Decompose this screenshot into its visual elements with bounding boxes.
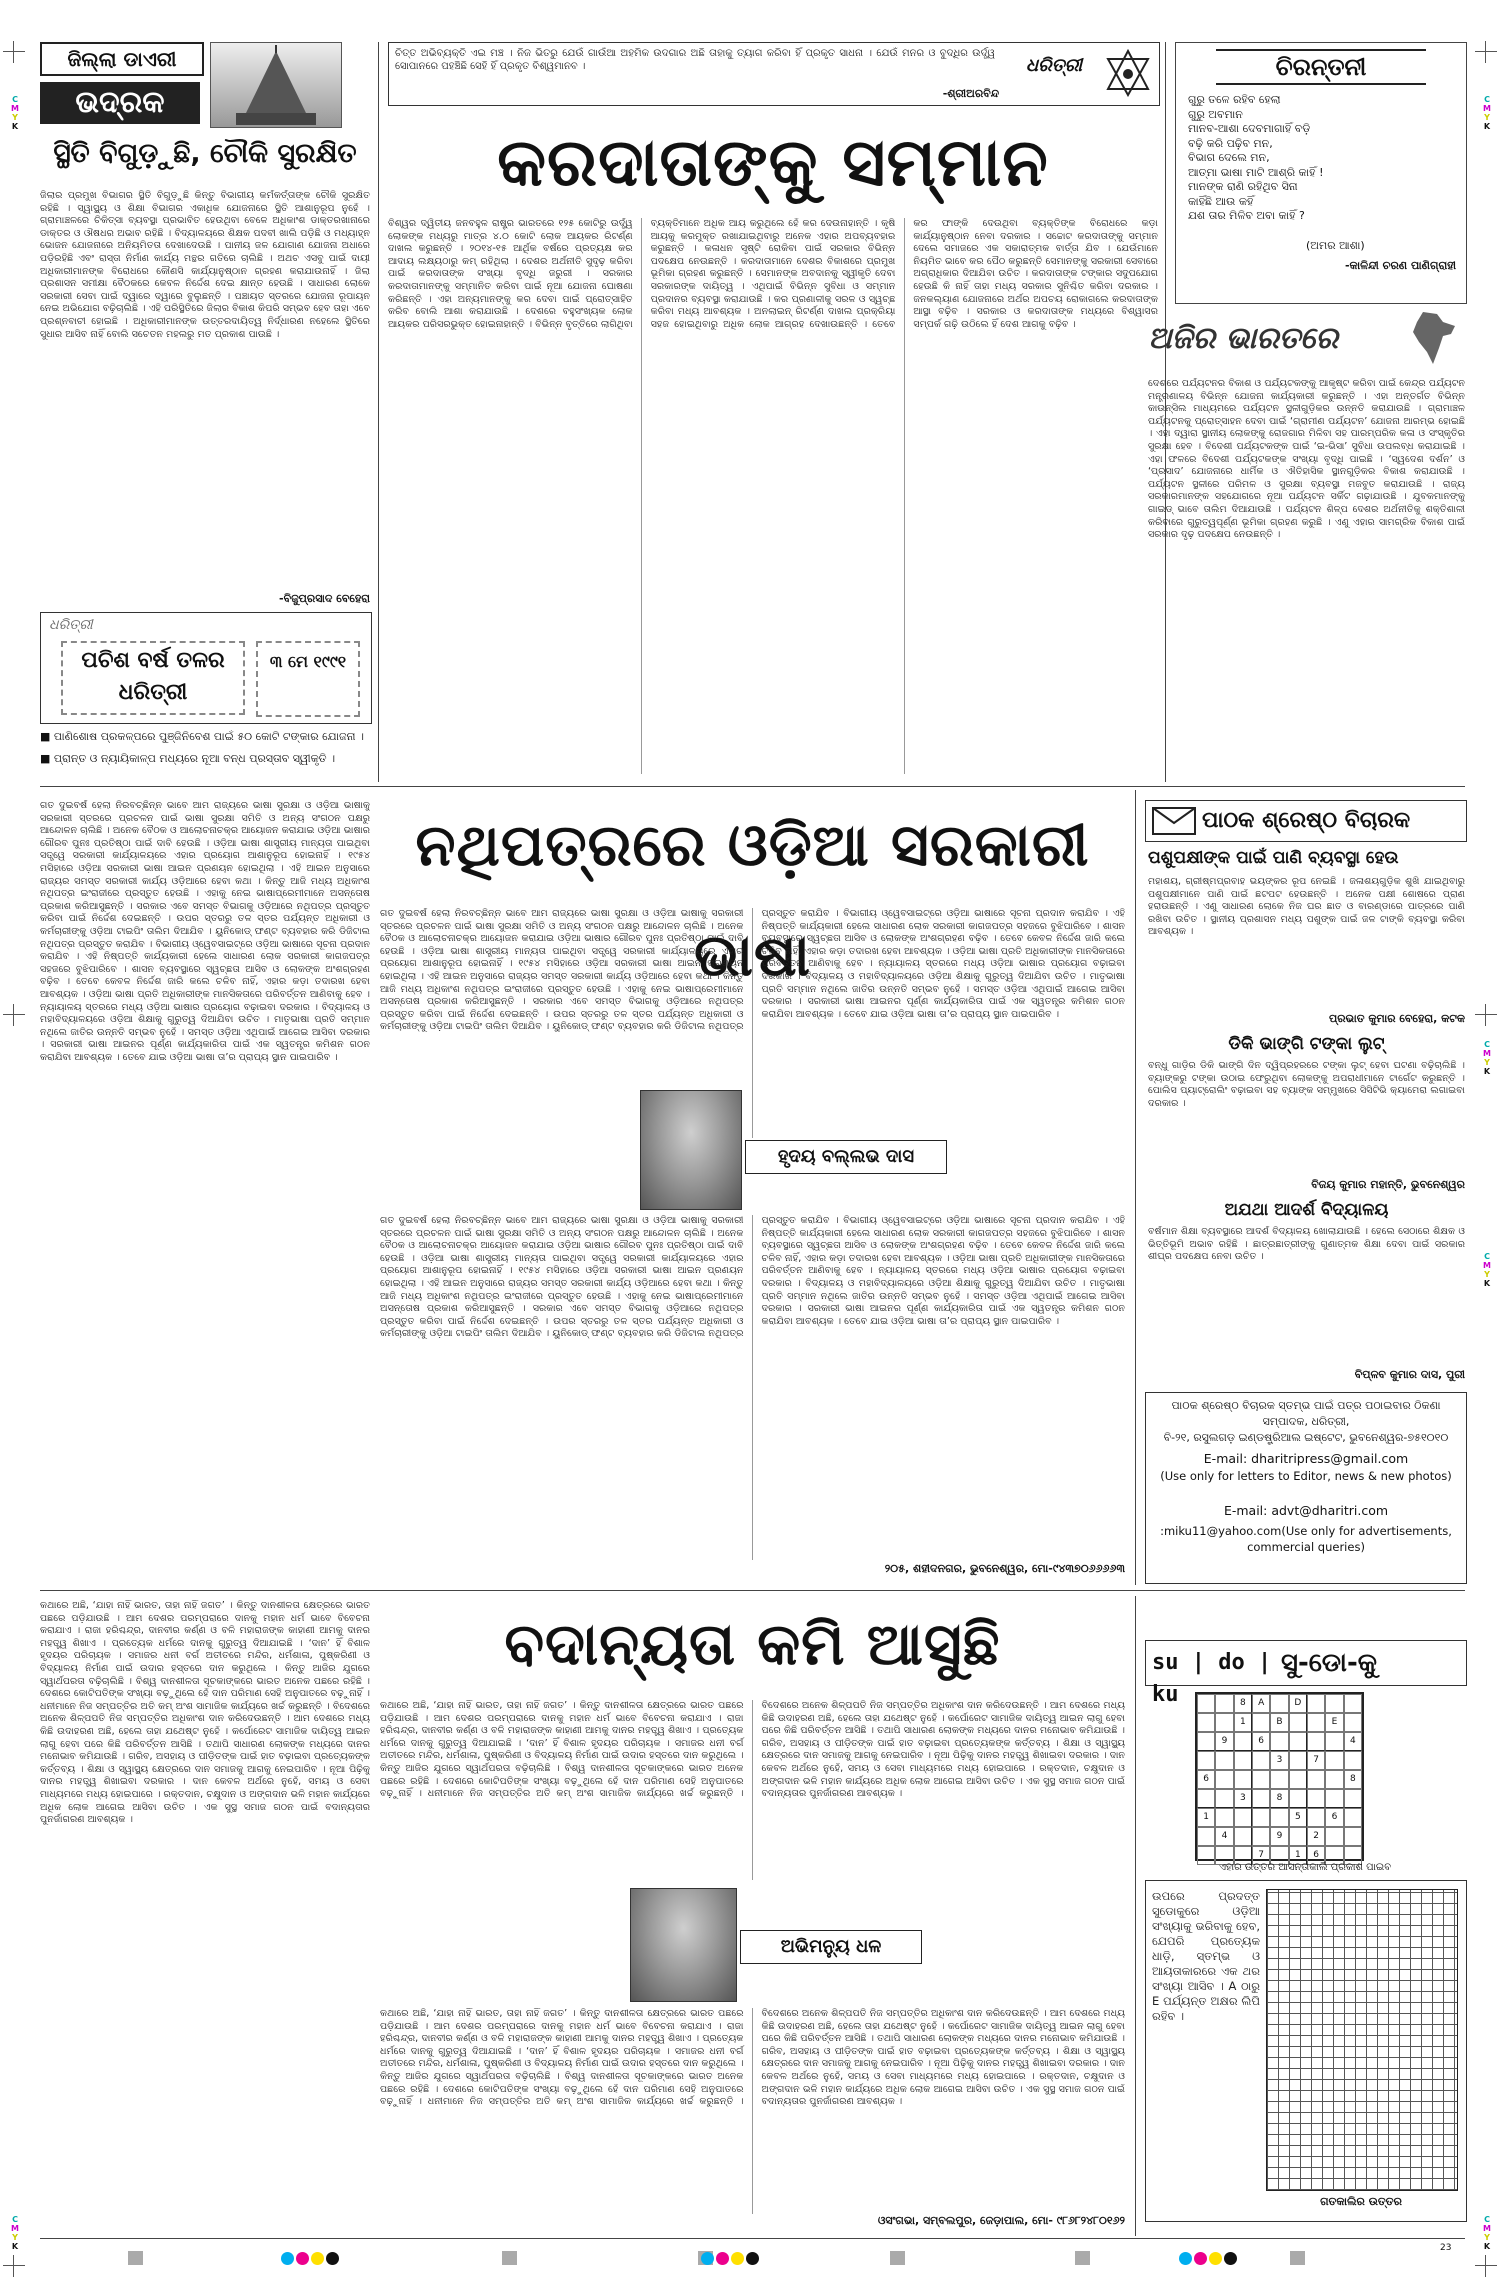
solution-label: ଗତକାଲିର ଉତ୍ତର [1320,2195,1402,2208]
ajira-bharat-body: ଦେଶରେ ପର୍ଯ୍ୟଟନର ବିକାଶ ଓ ପର୍ଯ୍ୟଟକଙ୍କୁ ଆକୃଷ୍ଟ କରିବା ପାଇଁ କେନ୍ଦ୍ର ପର୍ଯ୍ୟଟନ ମନ୍ତ୍ରଣାଳୟ ବିଭିନ୍ନ ଯୋଜନା କାର୍ଯ୍ୟକାରୀ କରୁଛନ୍ତି । ଏହା ଅନ୍ତର୍ଗତ ବିଭିନ୍ନ କାଉନ୍ସିଲ ମାଧ୍ୟମରେ ପର୍ଯ୍ୟଟନ ସ୍ଥଳୀଗୁଡ଼ିକର ଉନ୍ନତି କରାଯାଉଛି । ଗ୍ରାମାଞ୍ଚଳ ପର୍ଯ୍ୟଟନକୁ ପ୍ରୋତ୍ସାହନ ଦେବା ପାଇଁ ‘ଗ୍ରାମୀଣ ପର୍ଯ୍ୟଟନ’ ଯୋଜନା ଆରମ୍ଭ ହୋଇଛି । ଏହା ଦ୍ୱାରା ସ୍ଥାନୀୟ ଲୋକଙ୍କୁ ରୋଜଗାର ମିଳିବା ସହ ପାରମ୍ପରିକ କଳା ଓ ସଂସ୍କୃତିର ସୁରକ୍ଷା ହେବ । ବିଦେଶୀ ପର୍ଯ୍ୟଟକଙ୍କ ପାଇଁ ‘ଇ-ଭିସା’ ସୁବିଧା ଉପଲବ୍ଧ କରାଯାଇଛି । ଏହା ଫଳରେ ବିଦେଶୀ ପର୍ଯ୍ୟଟକଙ୍କ ସଂଖ୍ୟା ବୃଦ୍ଧି ପାଇଛି । ‘ସ୍ୱଦେଶ ଦର୍ଶନ’ ଓ ‘ପ୍ରସାଦ’ ଯୋଜନାରେ ଧାର୍ମିକ ଓ ଐତିହାସିକ ସ୍ଥାନଗୁଡ଼ିକର ବିକାଶ କରାଯାଉଛି । ପର୍ଯ୍ୟଟନ ସ୍ଥଳୀରେ ପରିମଳ ଓ ସୁରକ୍ଷା ବ୍ୟବସ୍ଥା ମଜବୁତ କରାଯାଉଛି । ରାଜ୍ୟ ସରକାରମାନଙ୍କ ସହଯୋଗରେ ନୂଆ ପର୍ଯ୍ୟଟନ ସର୍କିଟ ଗଢ଼ାଯାଉଛି । ଯୁବକମାନଙ୍କୁ ଗାଇଡ୍ ଭାବେ ତାଲିମ ଦିଆଯାଉଛି । ପର୍ଯ୍ୟଟନ ଶିଳ୍ପ ଦେଶର ଅର୍ଥନୀତିକୁ ଶକ୍ତିଶାଳୀ କରିବାରେ ଗୁରୁତ୍ୱପୂର୍ଣ୍ଣ ଭୂମିକା ଗ୍ରହଣ କରୁଛି । ଏଣୁ ଏହାର ସାମଗ୍ରିକ ବିକାଶ ପାଇଁ ସରକାର ଦୃଢ଼ ପଦକ୍ଷେପ ନେଉଛନ୍ତି । [1148,378,1465,541]
district-name: ଭଦ୍ରକ [40,82,200,124]
editorial-headline: କରଦାତାଙ୍କୁ ସମ୍ମାନ [497,124,1049,201]
sudoku-cell[interactable] [1215,1713,1233,1732]
sudoku-cell[interactable] [1234,1770,1252,1789]
poem-line: ଗୁରୁ ଅବମାନ [1188,107,1243,121]
chirantani-poem [1188,93,1458,224]
sudoku-cell[interactable] [1215,1694,1233,1713]
letter-body: ବନ୍ଧୁ ଗାଡ଼ିର ଡିକି ଭାଙ୍ଗି ଦିନ ଦ୍ୱିପ୍ରହରରେ ଟଙ୍କା ଲୁଟ୍ ହେବା ଘଟଣା ବଢ଼ିଚାଲିଛି । ବ୍ୟାଙ୍କରୁ ଟଙ୍କା ଉଠାଇ ଫେରୁଥିବା ଲୋକଙ୍କୁ ଅପରାଧୀମାନେ ଟାର୍ଗେଟ କରୁଛନ୍ତି । ପୋଲିସ ପ୍ୟାଟ୍ରୋଲିଂ ବଢ଼ାଇବା ସହ ବ୍ୟାଙ୍କ ସମ୍ମୁଖରେ ସିସିଟିଭି କ୍ୟାମେରା ଲଗାଇବା ଦରକାର । [1148,1060,1465,1109]
cmyk-mark: C M Y K [1483,1252,1491,1288]
poem-source: (ଅମର ଆଶା) [1306,239,1365,252]
sudoku-cell[interactable]: 7 [1307,1751,1325,1770]
sudoku-cell[interactable]: 3 [1234,1789,1252,1808]
letter-signature: ବିପ୍ଳବ କୁମାର ଦାସ, ପୁରୀ [1354,1368,1465,1381]
sudoku-cell[interactable] [1307,1694,1325,1713]
previous-solution-grid [1266,1889,1458,2191]
poem-line: ମାନବ-ଆଶା ଦେବମାଗାହିଁ ବଡ଼ି [1188,122,1311,135]
years-ago-title: ପଚିଶ ବର୍ଷ ତଳର ଧରିତ୍ରୀ [61,641,245,715]
district-article-body: ଜିଲାର ପ୍ରମୁଖ ବିଭାଗର ସ୍ଥିତି ବିଗୁଡ଼ୁଛି କିନ୍ତୁ ବିଭାଗୀୟ କର୍ମକର୍ତ୍ତାଙ୍କ ଚୌକି ସୁରକ୍ଷିତ ରହିଛି । ସ୍ୱାସ୍ଥ୍ୟ ଓ ଶିକ୍ଷା ବିଭାଗର ଏକାଧିକ ଯୋଜନାରେ ସ୍ଥିତି ଆଶାନୁରୂପ ନୁହେଁ । ଗ୍ରାମାଞ୍ଚଳରେ ଚିକିତ୍ସା ବ୍ୟବସ୍ଥା ପ୍ରଭାବିତ ହେଉଥିବା ବେଳେ ଅଧିକାଂଶ ଡାକ୍ତରଖାନାରେ ଡାକ୍ତର ଓ ଔଷଧର ଅଭାବ ରହିଛି । ବିଦ୍ୟାଳୟରେ ଶିକ୍ଷକ ପଦବୀ ଖାଲି ପଡ଼ିଛି ଓ ମଧ୍ୟାହ୍ନ ଭୋଜନ ଯୋଜନାରେ ଅନିୟମିତତା ଦେଖାଦେଉଛି । ପାନୀୟ ଜଳ ଯୋଗାଣ ଯୋଜନା ଅଧାରେ ପଡ଼ିରହିଛି ଏବଂ ରାସ୍ତା ନିର୍ମାଣ କାର୍ଯ୍ୟ ମନ୍ଥର ଗତିରେ ଚାଲିଛି । ଅଥଚ ଏସବୁ ପାଇଁ ଦାୟୀ ଅଧିକାରୀମାନଙ୍କ ବିରୋଧରେ କୌଣସି କାର୍ଯ୍ୟାନୁଷ୍ଠାନ ଗ୍ରହଣ କରାଯାଉନାହିଁ । ଜିଲା ପ୍ରଶାସନ ସମୀକ୍ଷା ବୈଠକରେ କେବଳ ନିର୍ଦ୍ଦେଶ ଦେଇ କ୍ଷାନ୍ତ ହେଉଛି । ସାଧାରଣ ଲୋକେ ସରକାରୀ ସେବା ପାଇଁ ଦ୍ୱାରେ ଦ୍ୱାରେ ବୁଲୁଛନ୍ତି । ପଞ୍ଚାୟତ ସ୍ତରରେ ଯୋଜନା ରୂପାୟନ ନେଇ ଅଭିଯୋଗ ବଢ଼ିଚାଲିଛି । ଏହି ପରିସ୍ଥିତିରେ ଜିଲାର ବିକାଶ କିପରି ସମ୍ଭବ ହେବ ତାହା ଏବେ ପ୍ରଶ୍ନବାଚୀ ହୋଇଛି । ଅଧିକାରୀମାନଙ୍କ ଉତ୍ତରଦାୟିତ୍ୱ ନିର୍ଦ୍ଧାରଣ ନହେଲେ ସ୍ଥିତିରେ ସୁଧାର ଆସିବ ନାହିଁ ବୋଲି ସଚେତନ ମହଲରୁ ମତ ପ୍ରକାଶ ପାଉଛି । [40,190,370,340]
temple-icon [211,43,341,127]
contact-email-note: (Use only for letters to Editor, news & new photos) [1160,1469,1452,1483]
district-article-author: -ବିଜୁପ୍ରସାଦ ବେହେରା [279,592,370,605]
poem-author: -କାଳିନ୍ଦୀ ଚରଣ ପାଣିଗ୍ରାହୀ [1344,259,1456,272]
top-quote-strip [388,42,1160,106]
letter-signature: ବିଜୟ କୁମାର ମହାନ୍ତି, ଭୁବନେଶ୍ୱର [1311,1178,1465,1191]
sudoku-cell[interactable] [1252,1751,1270,1770]
sudoku-cell[interactable] [1197,1751,1215,1770]
chirantani-panel [1175,42,1467,304]
sudoku-cell[interactable]: 6 [1307,1846,1325,1865]
sudoku-cell[interactable] [1234,1751,1252,1770]
ajira-bharat-banner [1148,308,1465,370]
sudoku-cell[interactable] [1344,1751,1362,1770]
sudoku-cell[interactable] [1289,1713,1307,1732]
charity-author-caption: ଅଭିମନ୍ୟୁ ଧଳ [740,1930,922,1964]
sudoku-cell[interactable] [1252,1713,1270,1732]
sudoku-grid[interactable] [1195,1692,1364,1861]
sudoku-cell[interactable] [1307,1713,1325,1732]
poem-line: କାହିଁଛି ଆଉ କହିଁ [1188,194,1254,208]
sudoku-cell[interactable] [1197,1827,1215,1846]
sudoku-cell[interactable] [1325,1751,1343,1770]
cmyk-mark: C M Y K [1483,95,1491,131]
sudoku-cell[interactable]: 7 [1252,1846,1270,1865]
dharitri-watermark: ଧରିତ୍ରୀ [49,617,93,633]
sudoku-cell[interactable]: 9 [1215,1732,1233,1751]
sudoku-cell[interactable] [1289,1827,1307,1846]
editorial-body: ବିଶ୍ୱର ଦ୍ୱିତୀୟ ଜନବହୁଳ ରାଷ୍ଟ୍ର ଭାରତରେ ୧୨୫ କୋଟିରୁ ଉର୍ଦ୍ଧ୍ୱ ଲୋକଙ୍କ ମଧ୍ୟରୁ ମାତ୍ର ୪.୦ କୋଟି ଲୋକ ଆୟକର ରିଟର୍ଣ୍ଣ ଦାଖଲ କରୁଛନ୍ତି । ୨୦୧୪-୧୫ ଆର୍ଥିକ ବର୍ଷରେ ପ୍ରତ୍ୟକ୍ଷ କର ଆଦାୟ ଲକ୍ଷ୍ୟଠାରୁ କମ୍ ରହିଥିଲା । ଦେଶର ଅର୍ଥନୀତି ସୁଦୃଢ଼ କରିବା ପାଇଁ କରଦାତାଙ୍କ ସଂଖ୍ୟା ବୃଦ୍ଧି ଜରୁରୀ । ସରକାର କରଦାତାମାନଙ୍କୁ ସମ୍ମାନିତ କରିବା ପାଇଁ ନୂଆ ଯୋଜନା ଘୋଷଣା କରିଛନ୍ତି । ଏହା ଅନ୍ୟମାନଙ୍କୁ କର ଦେବା ପାଇଁ ପ୍ରୋତ୍ସାହିତ କରିବ ବୋଲି ଆଶା କରାଯାଉଛି । ଦେଶରେ ବହୁସଂଖ୍ୟକ ଲୋକ ଆୟକର ପରିସରଭୁକ୍ତ ହୋଇନାହାନ୍ତି । ବିଭିନ୍ନ ବୃତ୍ତିରେ ଲାଗିଥିବା ବ୍ୟକ୍ତିମାନେ ଅଧିକ ଆୟ କରୁଥିଲେ ହେଁ କର ଦେଉନାହାନ୍ତି । କୃଷି ଆୟକୁ କରମୁକ୍ତ ରଖାଯାଇଥିବାରୁ ଅନେକ ଏହାର ଅପବ୍ୟବହାର କରୁଛନ୍ତି । କଳାଧନ ସୃଷ୍ଟି ରୋକିବା ପାଇଁ ସରକାର ବିଭିନ୍ନ ପଦକ୍ଷେପ ନେଉଛନ୍ତି । କରଦାତାମାନେ ଦେଶର ବିକାଶରେ ପ୍ରମୁଖ ଭୂମିକା ଗ୍ରହଣ କରୁଛନ୍ତି । ସେମାନଙ୍କ ଅବଦାନକୁ ସ୍ୱୀକୃତି ଦେବା ସରକାରଙ୍କ ଦାୟିତ୍ୱ । ଏଥିପାଇଁ ବିଭିନ୍ନ ସୁବିଧା ଓ ସମ୍ମାନ ପ୍ରଦାନର ବ୍ୟବସ୍ଥା କରାଯାଉଛି । କର ପ୍ରଣାଳୀକୁ ସରଳ ଓ ସ୍ୱଚ୍ଛ କରିବା ମଧ୍ୟ ଆବଶ୍ୟକ । ଅନଲାଇନ୍ ରିଟର୍ଣ୍ଣ ଦାଖଲ ପ୍ରକ୍ରିୟା ସହଜ ହୋଇଥିବାରୁ ଅଧିକ ଲୋକ ଆଗ୍ରହ ଦେଖାଉଛନ୍ତି । ତେବେ କର ଫାଙ୍କି ଦେଉଥିବା ବ୍ୟକ୍ତିଙ୍କ ବିରୋଧରେ କଡ଼ା କାର୍ଯ୍ୟାନୁଷ୍ଠାନ ନେବା ଦରକାର । ସଚ୍ଚୋଟ କରଦାତାଙ୍କୁ ସମ୍ମାନ ଦେଲେ ସମାଜରେ ଏକ ସକାରାତ୍ମକ ବାର୍ତ୍ତା ଯିବ । ଯେଉଁମାନେ ନିୟମିତ ଭାବେ କର ପୈଠ କରୁଛନ୍ତି ସେମାନଙ୍କୁ ସରକାରୀ ସେବାରେ ଅଗ୍ରାଧିକାର ଦିଆଯିବା ଉଚିତ । କରଦାତାଙ୍କ ଟଙ୍କାର ସଦୁପଯୋଗ ହେଉଛି କି ନାହିଁ ତାହା ମଧ୍ୟ ସରକାର ସୁନିଶ୍ଚିତ କରିବା ଦରକାର । ଜନକଲ୍ୟାଣ ଯୋଜନାରେ ଅର୍ଥର ଅପଚୟ ରୋକାଗଲେ କରଦାତାଙ୍କ ଆସ୍ଥା ବଢ଼ିବ । ସରକାର ଓ କରଦାତାଙ୍କ ମଧ୍ୟରେ ବିଶ୍ୱାସର ସମ୍ପର୍କ ଗଢ଼ି ଉଠିଲେ ହିଁ ଦେଶ ଆଗକୁ ବଢ଼ିବ । [388,218,1158,330]
sudoku-cell[interactable]: 1 [1197,1808,1215,1827]
sudoku-cell[interactable] [1197,1713,1215,1732]
sudoku-cell[interactable] [1234,1808,1252,1827]
poem-line: ଆତ୍ମା ଭାଷା ମାଟି ଆଶ୍ରି କାହିଁ ! [1188,165,1324,179]
sudoku-cell[interactable]: 6 [1325,1808,1343,1827]
sudoku-cell[interactable] [1234,1732,1252,1751]
sudoku-cell[interactable] [1215,1789,1233,1808]
india-map-icon [1403,308,1463,368]
sudoku-cell[interactable] [1252,1770,1270,1789]
sudoku-cell[interactable] [1325,1789,1343,1808]
sudoku-cell[interactable] [1197,1789,1215,1808]
years-ago-date: ୩ ମେ ୧୯୯୧ [256,641,360,717]
contact-email[interactable]: :miku11@yahoo.com(Use only for advertisements, commercial queries) [1160,1524,1452,1554]
dharitri-logo-text: ଧରିତ୍ରୀ [1025,55,1083,76]
sudoku-cell[interactable] [1197,1732,1215,1751]
sudoku-cell[interactable]: A [1252,1694,1270,1713]
sudoku-cell[interactable] [1270,1808,1288,1827]
top-quote-author: -ଶ୍ରୀଅରବିନ୍ଦ [942,87,999,100]
years-ago-item: ■ ପାଣିଶୋଷ ପ୍ରକଳ୍ପରେ ପୁଞ୍ଜିନିବେଶ ପାଇଁ ୫୦ କୋଟି ଟଙ୍କାର ଯୋଜନା । [40,730,364,743]
years-ago-item: ■ ପ୍ରାନ୍ତ ଓ ନ୍ୟାୟିକାଳ୍ପ ମଧ୍ୟରେ ନୂଆ ବନ୍ଧ ପ୍ରସ୍ତାବ ସ୍ୱୀକୃତି । [40,752,336,765]
print-marks [1075,2250,1090,2269]
letter-body: ବର୍ଷମାନ ଶିକ୍ଷା ବ୍ୟବସ୍ଥାରେ ଆଦର୍ଶ ବିଦ୍ୟାଳୟ ଖୋଲାଯାଉଛି । ହେଲେ ସେଠାରେ ଶିକ୍ଷକ ଓ ଭିତ୍ତିଭୂମି ଅଭାବ ରହିଛି । ଛାତ୍ରଛାତ୍ରୀଙ୍କୁ ଗୁଣାତ୍ମକ ଶିକ୍ଷା ଦେବା ପାଇଁ ସରକାର ଶୀଘ୍ର ପଦକ୍ଷେପ ନେବା ଉଚିତ । [1148,1226,1465,1263]
sudoku-title-latin: su | do | ku [1152,1650,1272,1707]
sudoku-cell[interactable]: 1 [1234,1713,1252,1732]
contact-line: ପାଠକ ଶ୍ରେଷ୍ଠ ବିଚାରକ ସ୍ତମ୍ଭ ପାଇଁ ପତ୍ର ପଠାଇବାର ଠିକଣା [1171,1399,1441,1412]
sudoku-cell[interactable] [1325,1827,1343,1846]
color-swatches [1178,2250,1238,2269]
sudoku-cell[interactable] [1215,1751,1233,1770]
sudoku-cell[interactable] [1307,1732,1325,1751]
cmyk-mark: C M Y K [11,2215,19,2251]
sudoku-cell[interactable]: 4 [1344,1732,1362,1751]
sudoku-cell[interactable] [1215,1808,1233,1827]
sudoku-cell[interactable] [1289,1789,1307,1808]
sudoku-cell[interactable] [1270,1732,1288,1751]
sudoku-cell[interactable] [1252,1827,1270,1846]
sudoku-instructions: ଉପରେ ପ୍ରଦତ୍ତ ସୁଡୋକୁରେ ଓଡ଼ିଆ ସଂଖ୍ୟାକୁ ଭରିବାକୁ ହେବ, ଯେପରି ପ୍ରତ୍ୟେକ ଧାଡ଼ି, ସ୍ତମ୍ଭ ଓ ଆୟତାକାରରେ ଏକ ଥର ସଂଖ୍ୟା ଆସିବ । A ଠାରୁ E ପର୍ଯ୍ୟନ୍ତ ଅକ୍ଷର ଲିପି ରହିବ । [1152,1889,1260,2023]
sudoku-instructions-box [1145,1880,1467,2222]
sudoku-cell[interactable] [1270,1770,1288,1789]
reader-letters-banner [1145,800,1467,842]
district-diary-title: ଜିଲ୍ଲା ଡାଏରୀ [40,42,204,76]
page-number: 23 [1440,2243,1452,2253]
sudoku-cell[interactable]: B [1270,1713,1288,1732]
sudoku-cell[interactable]: E [1325,1713,1343,1732]
letter-title: ଅଯଥା ଆଦର୍ଶ ବିଦ୍ୟାଳୟ [1224,1200,1389,1220]
sudoku-cell[interactable] [1252,1789,1270,1808]
contact-line: ବି-୨୧, ରସୁଲଗଡ଼ ଇଣ୍ଡଷ୍ଟ୍ରିଆଲ ଇଷ୍ଟେଟ, ଭୁବନେଶ୍ୱର-୭୫୧୦୧୦ [1163,1431,1449,1444]
sudoku-cell[interactable] [1197,1694,1215,1713]
sudoku-cell[interactable] [1307,1770,1325,1789]
registration-mark [3,41,25,63]
charity-article-body-col1: କଥାରେ ଅଛି, ‘ଯାହା ନାହିଁ ଭାରତ, ତାହା ନାହିଁ ଜଗତ’ । କିନ୍ତୁ ଦାନଶୀଳତା କ୍ଷେତ୍ରରେ ଭାରତ ପଛରେ ପଡ଼ିଯାଉଛି । ଆମ ଦେଶର ପରମ୍ପରାରେ ଦାନକୁ ମହାନ ଧର୍ମ ଭାବେ ବିବେଚନା କରାଯାଏ । ରାଜା ହରିଶ୍ଚନ୍ଦ୍ର, ଦାନବୀର କର୍ଣ୍ଣ ଓ ବଳି ମହାରାଜଙ୍କ କାହାଣୀ ଆମକୁ ଦାନର ମହତ୍ତ୍ୱ ଶିଖାଏ । ପ୍ରତ୍ୟେକ ଧର୍ମରେ ଦାନକୁ ଗୁରୁତ୍ୱ ଦିଆଯାଇଛି । ‘ଦାନ’ ହିଁ ବିଶାଳ ହୃଦୟର ପରିଚାୟକ । ସମାଜର ଧନୀ ବର୍ଗ ଅତୀତରେ ମନ୍ଦିର, ଧର୍ମଶାଳା, ପୁଷ୍କରିଣୀ ଓ ବିଦ୍ୟାଳୟ ନିର୍ମାଣ ପାଇଁ ଉଦାର ହସ୍ତରେ ଦାନ କରୁଥିଲେ । କିନ୍ତୁ ଆଜିର ଯୁଗରେ ସ୍ୱାର୍ଥପରତା ବଢ଼ିଚାଲିଛି । ବିଶ୍ୱ ଦାନଶୀଳତା ସୂଚକାଙ୍କରେ ଭାରତ ଅନେକ ପଛରେ ରହିଛି । ଦେଶରେ କୋଟିପତିଙ୍କ ସଂଖ୍ୟା ବଢ଼ୁଥିଲେ ହେଁ ଦାନ ପରିମାଣ ସେହି ଅନୁପାତରେ ବଢ଼ୁନାହିଁ । ଧନୀମାନେ ନିଜ ସମ୍ପତ୍ତିର ଅତି କମ୍ ଅଂଶ ସାମାଜିକ କାର୍ଯ୍ୟରେ ଖର୍ଚ୍ଚ କରୁଛନ୍ତି । ବିଦେଶରେ ଅନେକ ଶିଳ୍ପପତି ନିଜ ସମ୍ପତ୍ତିର ଅଧିକାଂଶ ଦାନ କରିଦେଉଛନ୍ତି । ଆମ ଦେଶରେ ମଧ୍ୟ କିଛି ଉଦାହରଣ ଅଛି, ହେଲେ ତାହା ଯଥେଷ୍ଟ ନୁହେଁ । କର୍ପୋରେଟ ସାମାଜିକ ଦାୟିତ୍ୱ ଆଇନ ଲାଗୁ ହେବା ପରେ କିଛି ପରିବର୍ତ୍ତନ ଆସିଛି । ତଥାପି ସାଧାରଣ ଲୋକଙ୍କ ମଧ୍ୟରେ ଦାନର ମନୋଭାବ କମିଯାଉଛି । ଗରିବ, ଅସହାୟ ଓ ପୀଡ଼ିତଙ୍କ ପାଇଁ ହାତ ବଢ଼ାଇବା ପ୍ରତ୍ୟେକଙ୍କ କର୍ତ୍ତବ୍ୟ । ଶିକ୍ଷା ଓ ସ୍ୱାସ୍ଥ୍ୟ କ୍ଷେତ୍ରରେ ଦାନ ସମାଜକୁ ଆଗକୁ ନେଇପାରିବ । ନୂଆ ପିଢ଼ିକୁ ଦାନର ମହତ୍ତ୍ୱ ଶିଖାଇବା ଦରକାର । ଦାନ କେବଳ ଅର୍ଥରେ ନୁହେଁ, ସମୟ ଓ ସେବା ମାଧ୍ୟମରେ ମଧ୍ୟ ହୋଇପାରେ । ରକ୍ତଦାନ, ଚକ୍ଷୁଦାନ ଓ ଅଙ୍ଗଦାନ ଭଳି ମହାନ କାର୍ଯ୍ୟରେ ଅଧିକ ଲୋକ ଆଗେଇ ଆସିବା ଉଚିତ । ଏକ ସୁସ୍ଥ ସମାଜ ଗଠନ ପାଇଁ ବଦାନ୍ୟତାର ପୁନର୍ଜାଗରଣ ଆବଶ୍ୟକ । [40,1600,370,1826]
sudoku-cell[interactable] [1344,1694,1362,1713]
print-marks [1290,2250,1305,2269]
cmyk-mark: C M Y K [1483,2215,1491,2251]
sudoku-cell[interactable]: 8 [1270,1789,1288,1808]
sudoku-cell[interactable]: D [1289,1694,1307,1713]
sudoku-cell[interactable] [1325,1770,1343,1789]
cmyk-mark: C M Y K [11,95,19,131]
registration-mark [1475,41,1497,63]
print-marks [502,2250,517,2269]
district-headline: ସ୍ଥିତି ବିଗୁଡ଼ୁଛି, ଚୌକି ସୁରକ୍ଷିତ [53,138,357,169]
sudoku-cell[interactable] [1307,1808,1325,1827]
language-article-body-col2: ଗତ ଦୁଇବର୍ଷ ହେଲା ନିରବଚ୍ଛିନ୍ନ ଭାବେ ଆମ ରାଜ୍ୟରେ ଭାଷା ସୁରକ୍ଷା ଓ ଓଡ଼ିଆ ଭାଷାକୁ ସରକାରୀ ସ୍ତରରେ ପ୍ରଚଳନ ପାଇଁ ଭାଷା ସୁରକ୍ଷା ସମିତି ଓ ଅନ୍ୟ ସଂଗଠନ ପକ୍ଷରୁ ଆନ୍ଦୋଳନ ଚାଲିଛି । ଅନେକ ବୈଠକ ଓ ଆଲୋଚନାଚକ୍ର ଆୟୋଜନ କରାଯାଇ ଓଡ଼ିଆ ଭାଷାର ଗୌରବ ପୁନଃ ପ୍ରତିଷ୍ଠା ପାଇଁ ଦାବି ହେଉଛି । ଓଡ଼ିଆ ଭାଷା ଶାସ୍ତ୍ରୀୟ ମାନ୍ୟତା ପାଇଥିବା ସତ୍ତ୍ୱେ ସରକାରୀ କାର୍ଯ୍ୟାଳୟରେ ଏହାର ପ୍ରୟୋଗ ଆଶାନୁରୂପ ହୋଇନାହିଁ । ୧୯୫୪ ମସିହାରେ ଓଡ଼ିଆ ସରକାରୀ ଭାଷା ଆଇନ ପ୍ରଣୟନ ହୋଇଥିଲା । ଏହି ଆଇନ ଅନୁସାରେ ରାଜ୍ୟର ସମସ୍ତ ସରକାରୀ କାର୍ଯ୍ୟ ଓଡ଼ିଆରେ ହେବା କଥା । କିନ୍ତୁ ଆଜି ମଧ୍ୟ ଅଧିକାଂଶ ନଥିପତ୍ର ଇଂରାଜୀରେ ପ୍ରସ୍ତୁତ ହେଉଛି । ଏହାକୁ ନେଇ ଭାଷାପ୍ରେମୀମାନେ ଅସନ୍ତୋଷ ପ୍ରକାଶ କରିଆସୁଛନ୍ତି । ସରକାର ଏବେ ସମସ୍ତ ବିଭାଗକୁ ଓଡ଼ିଆରେ ନଥିପତ୍ର ପ୍ରସ୍ତୁତ କରିବା ପାଇଁ ନିର୍ଦ୍ଦେଶ ଦେଇଛନ୍ତି । ଉପର ସ୍ତରରୁ ତଳ ସ୍ତର ପର୍ଯ୍ୟନ୍ତ ଅଧିକାରୀ ଓ କର୍ମଚାରୀଙ୍କୁ ଓଡ଼ିଆ ଟାଇପିଂ ତାଲିମ ଦିଆଯିବ । ୟୁନିକୋଡ୍ ଫଣ୍ଟ ବ୍ୟବହାର କରି ଡିଜିଟାଲ ନଥିପତ୍ର ପ୍ରସ୍ତୁତ କରାଯିବ । ବିଭାଗୀୟ ଓ୍ୱେବସାଇଟ୍‌ରେ ଓଡ଼ିଆ ଭାଷାରେ ସୂଚନା ପ୍ରଦାନ କରାଯିବ । ଏହି ନିଷ୍ପତ୍ତି କାର୍ଯ୍ୟକାରୀ ହେଲେ ସାଧାରଣ ଲୋକ ସରକାରୀ କାଗଜପତ୍ର ସହଜରେ ବୁଝିପାରିବେ । ଶାସନ ବ୍ୟବସ୍ଥାରେ ସ୍ୱଚ୍ଛତା ଆସିବ ଓ ଲୋକଙ୍କ ଅଂଶଗ୍ରହଣ ବଢ଼ିବ । ତେବେ କେବଳ ନିର୍ଦ୍ଦେଶ ଜାରି କଲେ ଚଳିବ ନାହିଁ, ଏହାର କଡ଼ା ତଦାରଖ ହେବା ଆବଶ୍ୟକ । ଓଡ଼ିଆ ଭାଷା ପ୍ରତି ଅଧିକାରୀଙ୍କ ମାନସିକତାରେ ପରିବର୍ତ୍ତନ ଆଣିବାକୁ ହେବ । ନ୍ୟାୟାଳୟ ସ୍ତରରେ ମଧ୍ୟ ଓଡ଼ିଆ ଭାଷାର ପ୍ରୟୋଗ ବଢ଼ାଇବା ଦରକାର । ବିଦ୍ୟାଳୟ ଓ ମହାବିଦ୍ୟାଳୟରେ ଓଡ଼ିଆ ଶିକ୍ଷାକୁ ଗୁରୁତ୍ୱ ଦିଆଯିବା ଉଚିତ । ମାତୃଭାଷା ପ୍ରତି ସମ୍ମାନ ନଥିଲେ ଜାତିର ଉନ୍ନତି ସମ୍ଭବ ନୁହେଁ । ସମସ୍ତ ଓଡ଼ିଆ ଏଥିପାଇଁ ଆଗେଇ ଆସିବା ଦରକାର । ସରକାରୀ ଭାଷା ଆଇନର ପୂର୍ଣ୍ଣ କାର୍ଯ୍ୟକାରିତା ପାଇଁ ଏକ ସ୍ୱତନ୍ତ୍ର କମିଶନ ଗଠନ କରାଯିବା ଆବଶ୍ୟକ । ତେବେ ଯାଇ ଓଡ଼ିଆ ଭାଷା ତା’ର ପ୍ରାପ୍ୟ ସ୍ଥାନ ପାଇପାରିବ । [380,908,1125,1033]
sudoku-banner [1145,1640,1467,1707]
sudoku-cell[interactable]: 4 [1215,1827,1233,1846]
temple-photo [210,42,342,128]
registration-mark [1475,1004,1497,1026]
poem-line: ବଢ଼ି କରି ପଢ଼ିବ ମନ, [1188,136,1273,150]
charity-author-address: ଓସଂଗଭା, ସମ୍ବଲପୁର, ଜେଡ଼ାପାଲ, ମୋ- ୯୮୬୮୨୪୮୦୧୬୨ [877,2214,1125,2227]
sudoku-cell[interactable] [1344,1789,1362,1808]
language-author-caption: ହୃଦୟ ବଲ୍ଲଭ ଦାସ [745,1140,947,1174]
poem-line: ଗୁରୁ ତଳେ ରହିବ ହେଲା [1188,93,1281,106]
sudoku-cell[interactable] [1325,1732,1343,1751]
contact-email[interactable]: E-mail: advt@dharitri.com [1223,1503,1389,1518]
ajira-bharat-title: ଅଜିର ଭାରତରେ [1148,321,1338,356]
language-article-body-col3: ଗତ ଦୁଇବର୍ଷ ହେଲା ନିରବଚ୍ଛିନ୍ନ ଭାବେ ଆମ ରାଜ୍ୟରେ ଭାଷା ସୁରକ୍ଷା ଓ ଓଡ଼ିଆ ଭାଷାକୁ ସରକାରୀ ସ୍ତରରେ ପ୍ରଚଳନ ପାଇଁ ଭାଷା ସୁରକ୍ଷା ସମିତି ଓ ଅନ୍ୟ ସଂଗଠନ ପକ୍ଷରୁ ଆନ୍ଦୋଳନ ଚାଲିଛି । ଅନେକ ବୈଠକ ଓ ଆଲୋଚନାଚକ୍ର ଆୟୋଜନ କରାଯାଇ ଓଡ଼ିଆ ଭାଷାର ଗୌରବ ପୁନଃ ପ୍ରତିଷ୍ଠା ପାଇଁ ଦାବି ହେଉଛି । ଓଡ଼ିଆ ଭାଷା ଶାସ୍ତ୍ରୀୟ ମାନ୍ୟତା ପାଇଥିବା ସତ୍ତ୍ୱେ ସରକାରୀ କାର୍ଯ୍ୟାଳୟରେ ଏହାର ପ୍ରୟୋଗ ଆଶାନୁରୂପ ହୋଇନାହିଁ । ୧୯୫୪ ମସିହାରେ ଓଡ଼ିଆ ସରକାରୀ ଭାଷା ଆଇନ ପ୍ରଣୟନ ହୋଇଥିଲା । ଏହି ଆଇନ ଅନୁସାରେ ରାଜ୍ୟର ସମସ୍ତ ସରକାରୀ କାର୍ଯ୍ୟ ଓଡ଼ିଆରେ ହେବା କଥା । କିନ୍ତୁ ଆଜି ମଧ୍ୟ ଅଧିକାଂଶ ନଥିପତ୍ର ଇଂରାଜୀରେ ପ୍ରସ୍ତୁତ ହେଉଛି । ଏହାକୁ ନେଇ ଭାଷାପ୍ରେମୀମାନେ ଅସନ୍ତୋଷ ପ୍ରକାଶ କରିଆସୁଛନ୍ତି । ସରକାର ଏବେ ସମସ୍ତ ବିଭାଗକୁ ଓଡ଼ିଆରେ ନଥିପତ୍ର ପ୍ରସ୍ତୁତ କରିବା ପାଇଁ ନିର୍ଦ୍ଦେଶ ଦେଇଛନ୍ତି । ଉପର ସ୍ତରରୁ ତଳ ସ୍ତର ପର୍ଯ୍ୟନ୍ତ ଅଧିକାରୀ ଓ କର୍ମଚାରୀଙ୍କୁ ଓଡ଼ିଆ ଟାଇପିଂ ତାଲିମ ଦିଆଯିବ । ୟୁନିକୋଡ୍ ଫଣ୍ଟ ବ୍ୟବହାର କରି ଡିଜିଟାଲ ନଥିପତ୍ର ପ୍ରସ୍ତୁତ କରାଯିବ । ବିଭାଗୀୟ ଓ୍ୱେବସାଇଟ୍‌ରେ ଓଡ଼ିଆ ଭାଷାରେ ସୂଚନା ପ୍ରଦାନ କରାଯିବ । ଏହି ନିଷ୍ପତ୍ତି କାର୍ଯ୍ୟକାରୀ ହେଲେ ସାଧାରଣ ଲୋକ ସରକାରୀ କାଗଜପତ୍ର ସହଜରେ ବୁଝିପାରିବେ । ଶାସନ ବ୍ୟବସ୍ଥାରେ ସ୍ୱଚ୍ଛତା ଆସିବ ଓ ଲୋକଙ୍କ ଅଂଶଗ୍ରହଣ ବଢ଼ିବ । ତେବେ କେବଳ ନିର୍ଦ୍ଦେଶ ଜାରି କଲେ ଚଳିବ ନାହିଁ, ଏହାର କଡ଼ା ତଦାରଖ ହେବା ଆବଶ୍ୟକ । ଓଡ଼ିଆ ଭାଷା ପ୍ରତି ଅଧିକାରୀଙ୍କ ମାନସିକତାରେ ପରିବର୍ତ୍ତନ ଆଣିବାକୁ ହେବ । ନ୍ୟାୟାଳୟ ସ୍ତରରେ ମଧ୍ୟ ଓଡ଼ିଆ ଭାଷାର ପ୍ରୟୋଗ ବଢ଼ାଇବା ଦରକାର । ବିଦ୍ୟାଳୟ ଓ ମହାବିଦ୍ୟାଳୟରେ ଓଡ଼ିଆ ଶିକ୍ଷାକୁ ଗୁରୁତ୍ୱ ଦିଆଯିବା ଉଚିତ । ମାତୃଭାଷା ପ୍ରତି ସମ୍ମାନ ନଥିଲେ ଜାତିର ଉନ୍ନତି ସମ୍ଭବ ନୁହେଁ । ସମସ୍ତ ଓଡ଼ିଆ ଏଥିପାଇଁ ଆଗେଇ ଆସିବା ଦରକାର । ସରକାରୀ ଭାଷା ଆଇନର ପୂର୍ଣ୍ଣ କାର୍ଯ୍ୟକାରିତା ପାଇଁ ଏକ ସ୍ୱତନ୍ତ୍ର କମିଶନ ଗଠନ କରାଯିବା ଆବଶ୍ୟକ । ତେବେ ଯାଇ ଓଡ଼ିଆ ଭାଷା ତା’ର ପ୍ରାପ୍ୟ ସ୍ଥାନ ପାଇପାରିବ । [380,1215,1125,1340]
sudoku-cell[interactable]: 1 [1289,1846,1307,1865]
author-photo [640,1090,742,1210]
author-photo [630,1888,737,2002]
sudoku-title-odia: ସୁ-ଡୋ-କୁ [1281,1648,1377,1678]
charity-article-body-col3: କଥାରେ ଅଛି, ‘ଯାହା ନାହିଁ ଭାରତ, ତାହା ନାହିଁ ଜଗତ’ । କିନ୍ତୁ ଦାନଶୀଳତା କ୍ଷେତ୍ରରେ ଭାରତ ପଛରେ ପଡ଼ିଯାଉଛି । ଆମ ଦେଶର ପରମ୍ପରାରେ ଦାନକୁ ମହାନ ଧର୍ମ ଭାବେ ବିବେଚନା କରାଯାଏ । ରାଜା ହରିଶ୍ଚନ୍ଦ୍ର, ଦାନବୀର କର୍ଣ୍ଣ ଓ ବଳି ମହାରାଜଙ୍କ କାହାଣୀ ଆମକୁ ଦାନର ମହତ୍ତ୍ୱ ଶିଖାଏ । ପ୍ରତ୍ୟେକ ଧର୍ମରେ ଦାନକୁ ଗୁରୁତ୍ୱ ଦିଆଯାଇଛି । ‘ଦାନ’ ହିଁ ବିଶାଳ ହୃଦୟର ପରିଚାୟକ । ସମାଜର ଧନୀ ବର୍ଗ ଅତୀତରେ ମନ୍ଦିର, ଧର୍ମଶାଳା, ପୁଷ୍କରିଣୀ ଓ ବିଦ୍ୟାଳୟ ନିର୍ମାଣ ପାଇଁ ଉଦାର ହସ୍ତରେ ଦାନ କରୁଥିଲେ । କିନ୍ତୁ ଆଜିର ଯୁଗରେ ସ୍ୱାର୍ଥପରତା ବଢ଼ିଚାଲିଛି । ବିଶ୍ୱ ଦାନଶୀଳତା ସୂଚକାଙ୍କରେ ଭାରତ ଅନେକ ପଛରେ ରହିଛି । ଦେଶରେ କୋଟିପତିଙ୍କ ସଂଖ୍ୟା ବଢ଼ୁଥିଲେ ହେଁ ଦାନ ପରିମାଣ ସେହି ଅନୁପାତରେ ବଢ଼ୁନାହିଁ । ଧନୀମାନେ ନିଜ ସମ୍ପତ୍ତିର ଅତି କମ୍ ଅଂଶ ସାମାଜିକ କାର୍ଯ୍ୟରେ ଖର୍ଚ୍ଚ କରୁଛନ୍ତି । ବିଦେଶରେ ଅନେକ ଶିଳ୍ପପତି ନିଜ ସମ୍ପତ୍ତିର ଅଧିକାଂଶ ଦାନ କରିଦେଉଛନ୍ତି । ଆମ ଦେଶରେ ମଧ୍ୟ କିଛି ଉଦାହରଣ ଅଛି, ହେଲେ ତାହା ଯଥେଷ୍ଟ ନୁହେଁ । କର୍ପୋରେଟ ସାମାଜିକ ଦାୟିତ୍ୱ ଆଇନ ଲାଗୁ ହେବା ପରେ କିଛି ପରିବର୍ତ୍ତନ ଆସିଛି । ତଥାପି ସାଧାରଣ ଲୋକଙ୍କ ମଧ୍ୟରେ ଦାନର ମନୋଭାବ କମିଯାଉଛି । ଗରିବ, ଅସହାୟ ଓ ପୀଡ଼ିତଙ୍କ ପାଇଁ ହାତ ବଢ଼ାଇବା ପ୍ରତ୍ୟେକଙ୍କ କର୍ତ୍ତବ୍ୟ । ଶିକ୍ଷା ଓ ସ୍ୱାସ୍ଥ୍ୟ କ୍ଷେତ୍ରରେ ଦାନ ସମାଜକୁ ଆଗକୁ ନେଇପାରିବ । ନୂଆ ପିଢ଼ିକୁ ଦାନର ମହତ୍ତ୍ୱ ଶିଖାଇବା ଦରକାର । ଦାନ କେବଳ ଅର୍ଥରେ ନୁହେଁ, ସମୟ ଓ ସେବା ମାଧ୍ୟମରେ ମଧ୍ୟ ହୋଇପାରେ । ରକ୍ତଦାନ, ଚକ୍ଷୁଦାନ ଓ ଅଙ୍ଗଦାନ ଭଳି ମହାନ କାର୍ଯ୍ୟରେ ଅଧିକ ଲୋକ ଆଗେଇ ଆସିବା ଉଚିତ । ଏକ ସୁସ୍ଥ ସମାଜ ଗଠନ ପାଇଁ ବଦାନ୍ୟତାର ପୁନର୍ଜାଗରଣ ଆବଶ୍ୟକ । [380,2008,1125,2108]
sudoku-caption: ଏହାର ଉତ୍ତର ଆସନ୍ତାକାଲି ପ୍ରକାଶ ପାଇବ [1218,1862,1392,1873]
print-marks [128,2250,143,2269]
sudoku-cell[interactable] [1289,1751,1307,1770]
letter-signature: ପ୍ରଭାତ କୁମାର ବେହେରା, କଟକ [1328,1012,1465,1025]
sudoku-cell[interactable]: 5 [1289,1808,1307,1827]
chirantani-title: ଚିରନ୍ତନୀ [1216,49,1426,85]
sudoku-cell[interactable] [1252,1808,1270,1827]
registration-mark [1475,2255,1497,2277]
color-swatches [280,2250,340,2269]
color-swatches [700,2250,760,2269]
language-author-address: ୨୦୫, ଶହୀଦନଗର, ଭୁବନେଶ୍ୱର, ମୋ-୯୪୩୭୦୬୬୬୬୩ [884,1562,1125,1575]
sudoku-cell[interactable]: 6 [1197,1770,1215,1789]
sudoku-cell[interactable] [1234,1827,1252,1846]
poem-line: ଯଶ ତାର ମିଳିବ ଅବା କାହିଁ ? [1188,209,1305,222]
sudoku-cell[interactable]: 6 [1252,1732,1270,1751]
sudoku-cell[interactable]: 3 [1270,1751,1288,1770]
sudoku-cell[interactable] [1289,1732,1307,1751]
twenty-five-years-ago-box [40,612,372,724]
poem-line: ମାନଙ୍କ ରାଣି ରହିଥିବ ସିନା [1188,180,1298,193]
letter-title: ପଶୁପକ୍ଷୀଙ୍କ ପାଇଁ ପାଣି ବ୍ୟବସ୍ଥା ହେଉ [1148,848,1399,868]
cmyk-mark: C M Y K [1483,1040,1491,1076]
sudoku-cell[interactable] [1270,1694,1288,1713]
letters-contact-box [1145,1392,1467,1584]
sudoku-cell[interactable] [1325,1694,1343,1713]
sudoku-cell[interactable]: 9 [1270,1827,1288,1846]
language-article-headline: ନଥିପତ୍ରରେ ଓଡ଼ିଆ ସରକାରୀ ଭାଷା [415,811,1090,989]
charity-article-headline: ବଦାନ୍ୟତା କମି ଆସୁଛି [504,1610,1001,1678]
contact-email[interactable]: E-mail: dharitripress@gmail.com [1203,1451,1409,1466]
registration-mark [3,2255,25,2277]
letter-title: ଡିକି ଭାଙ୍ଗି ଟଙ୍କା ଲୁଟ୍ [1228,1034,1385,1054]
registration-mark [3,1004,25,1026]
sudoku-cell[interactable] [1289,1770,1307,1789]
sudoku-cell[interactable]: 8 [1344,1770,1362,1789]
sudoku-cell[interactable]: 2 [1307,1827,1325,1846]
sudoku-cell[interactable]: 8 [1234,1694,1252,1713]
print-marks [890,2250,905,2269]
language-article-body-col1: ଗତ ଦୁଇବର୍ଷ ହେଲା ନିରବଚ୍ଛିନ୍ନ ଭାବେ ଆମ ରାଜ୍ୟରେ ଭାଷା ସୁରକ୍ଷା ଓ ଓଡ଼ିଆ ଭାଷାକୁ ସରକାରୀ ସ୍ତରରେ ପ୍ରଚଳନ ପାଇଁ ଭାଷା ସୁରକ୍ଷା ସମିତି ଓ ଅନ୍ୟ ସଂଗଠନ ପକ୍ଷରୁ ଆନ୍ଦୋଳନ ଚାଲିଛି । ଅନେକ ବୈଠକ ଓ ଆଲୋଚନାଚକ୍ର ଆୟୋଜନ କରାଯାଇ ଓଡ଼ିଆ ଭାଷାର ଗୌରବ ପୁନଃ ପ୍ରତିଷ୍ଠା ପାଇଁ ଦାବି ହେଉଛି । ଓଡ଼ିଆ ଭାଷା ଶାସ୍ତ୍ରୀୟ ମାନ୍ୟତା ପାଇଥିବା ସତ୍ତ୍ୱେ ସରକାରୀ କାର୍ଯ୍ୟାଳୟରେ ଏହାର ପ୍ରୟୋଗ ଆଶାନୁରୂପ ହୋଇନାହିଁ । ୧୯୫୪ ମସିହାରେ ଓଡ଼ିଆ ସରକାରୀ ଭାଷା ଆଇନ ପ୍ରଣୟନ ହୋଇଥିଲା । ଏହି ଆଇନ ଅନୁସାରେ ରାଜ୍ୟର ସମସ୍ତ ସରକାରୀ କାର୍ଯ୍ୟ ଓଡ଼ିଆରେ ହେବା କଥା । କିନ୍ତୁ ଆଜି ମଧ୍ୟ ଅଧିକାଂଶ ନଥିପତ୍ର ଇଂରାଜୀରେ ପ୍ରସ୍ତୁତ ହେଉଛି । ଏହାକୁ ନେଇ ଭାଷାପ୍ରେମୀମାନେ ଅସନ୍ତୋଷ ପ୍ରକାଶ କରିଆସୁଛନ୍ତି । ସରକାର ଏବେ ସମସ୍ତ ବିଭାଗକୁ ଓଡ଼ିଆରେ ନଥିପତ୍ର ପ୍ରସ୍ତୁତ କରିବା ପାଇଁ ନିର୍ଦ୍ଦେଶ ଦେଇଛନ୍ତି । ଉପର ସ୍ତରରୁ ତଳ ସ୍ତର ପର୍ଯ୍ୟନ୍ତ ଅଧିକାରୀ ଓ କର୍ମଚାରୀଙ୍କୁ ଓଡ଼ିଆ ଟାଇପିଂ ତାଲିମ ଦିଆଯିବ । ୟୁନିକୋଡ୍ ଫଣ୍ଟ ବ୍ୟବହାର କରି ଡିଜିଟାଲ ନଥିପତ୍ର ପ୍ରସ୍ତୁତ କରାଯିବ । ବିଭାଗୀୟ ଓ୍ୱେବସାଇଟ୍‌ରେ ଓଡ଼ିଆ ଭାଷାରେ ସୂଚନା ପ୍ରଦାନ କରାଯିବ । ଏହି ନିଷ୍ପତ୍ତି କାର୍ଯ୍ୟକାରୀ ହେଲେ ସାଧାରଣ ଲୋକ ସରକାରୀ କାଗଜପତ୍ର ସହଜରେ ବୁଝିପାରିବେ । ଶାସନ ବ୍ୟବସ୍ଥାରେ ସ୍ୱଚ୍ଛତା ଆସିବ ଓ ଲୋକଙ୍କ ଅଂଶଗ୍ରହଣ ବଢ଼ିବ । ତେବେ କେବଳ ନିର୍ଦ୍ଦେଶ ଜାରି କଲେ ଚଳିବ ନାହିଁ, ଏହାର କଡ଼ା ତଦାରଖ ହେବା ଆବଶ୍ୟକ । ଓଡ଼ିଆ ଭାଷା ପ୍ରତି ଅଧିକାରୀଙ୍କ ମାନସିକତାରେ ପରିବର୍ତ୍ତନ ଆଣିବାକୁ ହେବ । ନ୍ୟାୟାଳୟ ସ୍ତରରେ ମଧ୍ୟ ଓଡ଼ିଆ ଭାଷାର ପ୍ରୟୋଗ ବଢ଼ାଇବା ଦରକାର । ବିଦ୍ୟାଳୟ ଓ ମହାବିଦ୍ୟାଳୟରେ ଓଡ଼ିଆ ଶିକ୍ଷାକୁ ଗୁରୁତ୍ୱ ଦିଆଯିବା ଉଚିତ । ମାତୃଭାଷା ପ୍ରତି ସମ୍ମାନ ନଥିଲେ ଜାତିର ଉନ୍ନତି ସମ୍ଭବ ନୁହେଁ । ସମସ୍ତ ଓଡ଼ିଆ ଏଥିପାଇଁ ଆଗେଇ ଆସିବା ଦରକାର । ସରକାରୀ ଭାଷା ଆଇନର ପୂର୍ଣ୍ଣ କାର୍ଯ୍ୟକାରିତା ପାଇଁ ଏକ ସ୍ୱତନ୍ତ୍ର କମିଶନ ଗଠନ କରାଯିବା ଆବଶ୍ୟକ । ତେବେ ଯାଇ ଓଡ଼ିଆ ଭାଷା ତା’ର ପ୍ରାପ୍ୟ ସ୍ଥାନ ପାଇପାରିବ । [40,800,370,1063]
poem-line: ବିଭାଗ ଦେଲେ ମନ, [1188,151,1270,164]
charity-article-body-col2: କଥାରେ ଅଛି, ‘ଯାହା ନାହିଁ ଭାରତ, ତାହା ନାହିଁ ଜଗତ’ । କିନ୍ତୁ ଦାନଶୀଳତା କ୍ଷେତ୍ରରେ ଭାରତ ପଛରେ ପଡ଼ିଯାଉଛି । ଆମ ଦେଶର ପରମ୍ପରାରେ ଦାନକୁ ମହାନ ଧର୍ମ ଭାବେ ବିବେଚନା କରାଯାଏ । ରାଜା ହରିଶ୍ଚନ୍ଦ୍ର, ଦାନବୀର କର୍ଣ୍ଣ ଓ ବଳି ମହାରାଜଙ୍କ କାହାଣୀ ଆମକୁ ଦାନର ମହତ୍ତ୍ୱ ଶିଖାଏ । ପ୍ରତ୍ୟେକ ଧର୍ମରେ ଦାନକୁ ଗୁରୁତ୍ୱ ଦିଆଯାଇଛି । ‘ଦାନ’ ହିଁ ବିଶାଳ ହୃଦୟର ପରିଚାୟକ । ସମାଜର ଧନୀ ବର୍ଗ ଅତୀତରେ ମନ୍ଦିର, ଧର୍ମଶାଳା, ପୁଷ୍କରିଣୀ ଓ ବିଦ୍ୟାଳୟ ନିର୍ମାଣ ପାଇଁ ଉଦାର ହସ୍ତରେ ଦାନ କରୁଥିଲେ । କିନ୍ତୁ ଆଜିର ଯୁଗରେ ସ୍ୱାର୍ଥପରତା ବଢ଼ିଚାଲିଛି । ବିଶ୍ୱ ଦାନଶୀଳତା ସୂଚକାଙ୍କରେ ଭାରତ ଅନେକ ପଛରେ ରହିଛି । ଦେଶରେ କୋଟିପତିଙ୍କ ସଂଖ୍ୟା ବଢ଼ୁଥିଲେ ହେଁ ଦାନ ପରିମାଣ ସେହି ଅନୁପାତରେ ବଢ଼ୁନାହିଁ । ଧନୀମାନେ ନିଜ ସମ୍ପତ୍ତିର ଅତି କମ୍ ଅଂଶ ସାମାଜିକ କାର୍ଯ୍ୟରେ ଖର୍ଚ୍ଚ କରୁଛନ୍ତି । ବିଦେଶରେ ଅନେକ ଶିଳ୍ପପତି ନିଜ ସମ୍ପତ୍ତିର ଅଧିକାଂଶ ଦାନ କରିଦେଉଛନ୍ତି । ଆମ ଦେଶରେ ମଧ୍ୟ କିଛି ଉଦାହରଣ ଅଛି, ହେଲେ ତାହା ଯଥେଷ୍ଟ ନୁହେଁ । କର୍ପୋରେଟ ସାମାଜିକ ଦାୟିତ୍ୱ ଆଇନ ଲାଗୁ ହେବା ପରେ କିଛି ପରିବର୍ତ୍ତନ ଆସିଛି । ତଥାପି ସାଧାରଣ ଲୋକଙ୍କ ମଧ୍ୟରେ ଦାନର ମନୋଭାବ କମିଯାଉଛି । ଗରିବ, ଅସହାୟ ଓ ପୀଡ଼ିତଙ୍କ ପାଇଁ ହାତ ବଢ଼ାଇବା ପ୍ରତ୍ୟେକଙ୍କ କର୍ତ୍ତବ୍ୟ । ଶିକ୍ଷା ଓ ସ୍ୱାସ୍ଥ୍ୟ କ୍ଷେତ୍ରରେ ଦାନ ସମାଜକୁ ଆଗକୁ ନେଇପାରିବ । ନୂଆ ପିଢ଼ିକୁ ଦାନର ମହତ୍ତ୍ୱ ଶିଖାଇବା ଦରକାର । ଦାନ କେବଳ ଅର୍ଥରେ ନୁହେଁ, ସମୟ ଓ ସେବା ମାଧ୍ୟମରେ ମଧ୍ୟ ହୋଇପାରେ । ରକ୍ତଦାନ, ଚକ୍ଷୁଦାନ ଓ ଅଙ୍ଗଦାନ ଭଳି ମହାନ କାର୍ଯ୍ୟରେ ଅଧିକ ଲୋକ ଆଗେଇ ଆସିବା ଉଚିତ । ଏକ ସୁସ୍ଥ ସମାଜ ଗଠନ ପାଇଁ ବଦାନ୍ୟତାର ପୁନର୍ଜାଗରଣ ଆବଶ୍ୟକ । [380,1700,1125,1800]
envelope-icon [1152,807,1196,835]
sudoku-cell[interactable] [1344,1827,1362,1846]
top-quote-text: ଚିତ୍ତ ଅଭିବ୍ୟକ୍ତି ଏଇ ମଞ୍ଚ । ନିଜ ଭିତରୁ ଯେଉଁ ଗାଉଁଆ ଅହମିକ ଉଦଗାର ଅଛି ତାହାକୁ ତ୍ୟାଗ କରିବା ହିଁ ପ୍ରକୃତ ସାଧନା । ଯେଉଁ ମନର ଓ ବୁଦ୍ଧିର ଉର୍ଦ୍ଧ୍ୱ ସୋପାନରେ ପହଞ୍ଚିଛି ସେହି ହିଁ ପ୍ରକୃତ ବିଶ୍ୱମାନବ । [395,48,995,72]
sudoku-cell[interactable] [1215,1770,1233,1789]
reader-letters-title: ପାଠକ ଶ୍ରେଷ୍ଠ ବିଚାରକ [1202,808,1411,833]
sudoku-cell[interactable] [1344,1713,1362,1732]
sudoku-cell[interactable] [1344,1808,1362,1827]
contact-line: ସମ୍ପାଦକ, ଧରିତ୍ରୀ, [1262,1415,1350,1428]
sudoku-cell[interactable] [1307,1789,1325,1808]
letter-body: ମହାଶୟ, ଗ୍ରୀଷ୍ମପ୍ରବାହ ଭୟଙ୍କର ରୂପ ନେଇଛି । ଜଳାଶୟଗୁଡ଼ିକ ଶୁଖି ଯାଇଥିବାରୁ ପଶୁପକ୍ଷୀମାନେ ପାଣି ପାଇଁ ଛଟପଟ ହେଉଛନ୍ତି । ଅନେକ ପକ୍ଷୀ ଶୋଷରେ ପ୍ରାଣ ହରାଉଛନ୍ତି । ଏଣୁ ସାଧାରଣ ଲୋକେ ନିଜ ଘର ଛାତ ଓ ବାରଣ୍ଡାରେ ପାତ୍ରରେ ପାଣି ରଖିବା ଉଚିତ । ସ୍ଥାନୀୟ ପ୍ରଶାସନ ମଧ୍ୟ ପଶୁଙ୍କ ପାଇଁ ଜଳ ଟାଙ୍କି ବ୍ୟବସ୍ଥା କରିବା ଆବଶ୍ୟକ । [1148,876,1465,938]
